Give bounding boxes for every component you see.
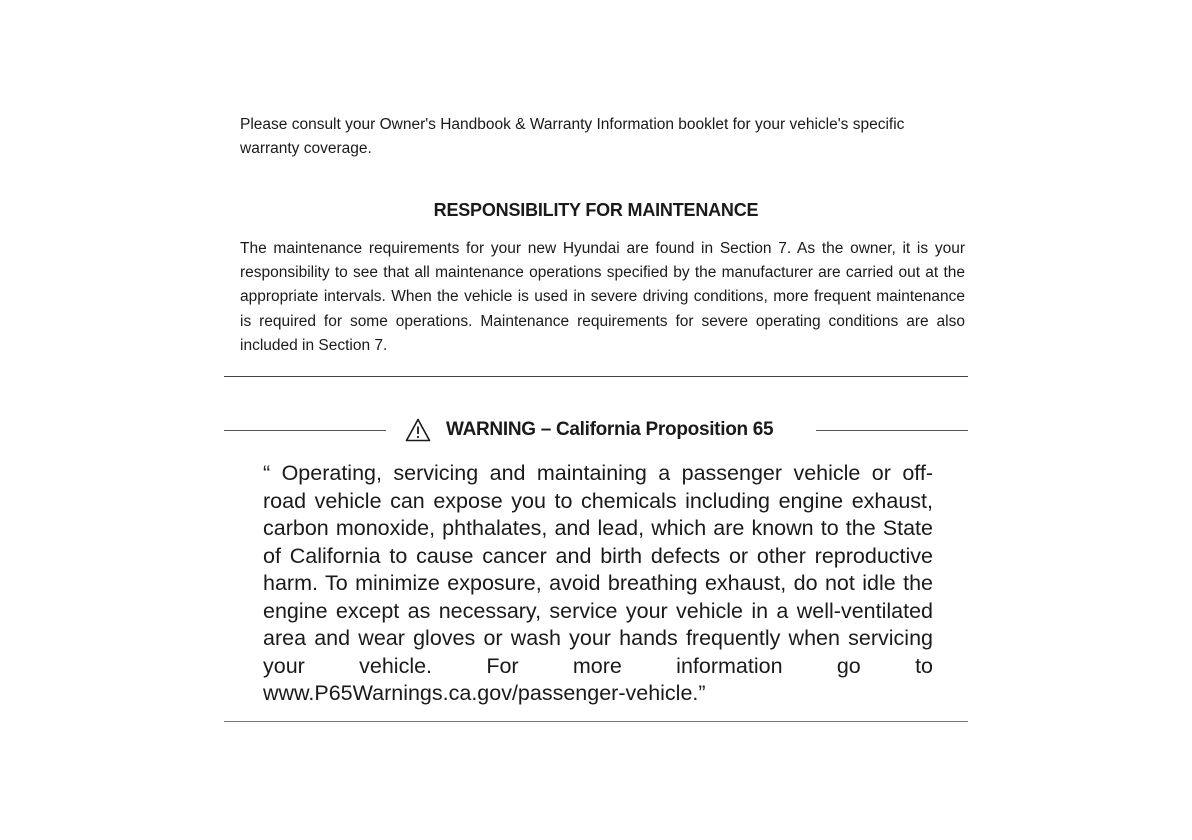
warning-triangle-icon bbox=[405, 418, 431, 442]
warning-title: WARNING – California Proposition 65 bbox=[446, 419, 774, 440]
warning-right-line bbox=[816, 430, 968, 431]
maintenance-body-text: The maintenance requirements for your new Hyundai are found in Section 7. As the owner, it is your responsibility to see that all maintenance operations specified by the manufacturer are carried out at the appropriate intervals. When the vehicle is used in severe driving conditions, more frequent maintenance is required for some operations. Maintenance requirements for severe operating conditions are also included in Section 7. bbox=[240, 240, 965, 354]
bottom-divider bbox=[224, 721, 968, 722]
prop65-warning-text: “ Operating, servicing and maintaining a passenger vehicle or off- road vehicle can expose you to chemicals including engine exhaust, carbon monoxide, phthalates, and lead, which are known to the State of California to cause cancer and birth defects or other reproductive harm. To minimize exposure, avoid breathing exhaust, do not idle the engine except as necessary, service your vehicle in a well-ventilated area and wear gloves or wash your hands frequently when servicing your vehicle. For more information go to www.P65Warnings.ca.gov/passenger-vehicle.” bbox=[263, 461, 933, 705]
warning-left-line bbox=[224, 430, 386, 431]
maintenance-heading: RESPONSIBILITY FOR MAINTENANCE bbox=[433, 200, 759, 220]
warranty-intro-text: Please consult your Owner's Handbook & Warranty Information booklet for your vehicle's specific warranty coverage. bbox=[240, 116, 905, 157]
top-divider bbox=[224, 376, 968, 377]
warning-header bbox=[224, 416, 968, 446]
